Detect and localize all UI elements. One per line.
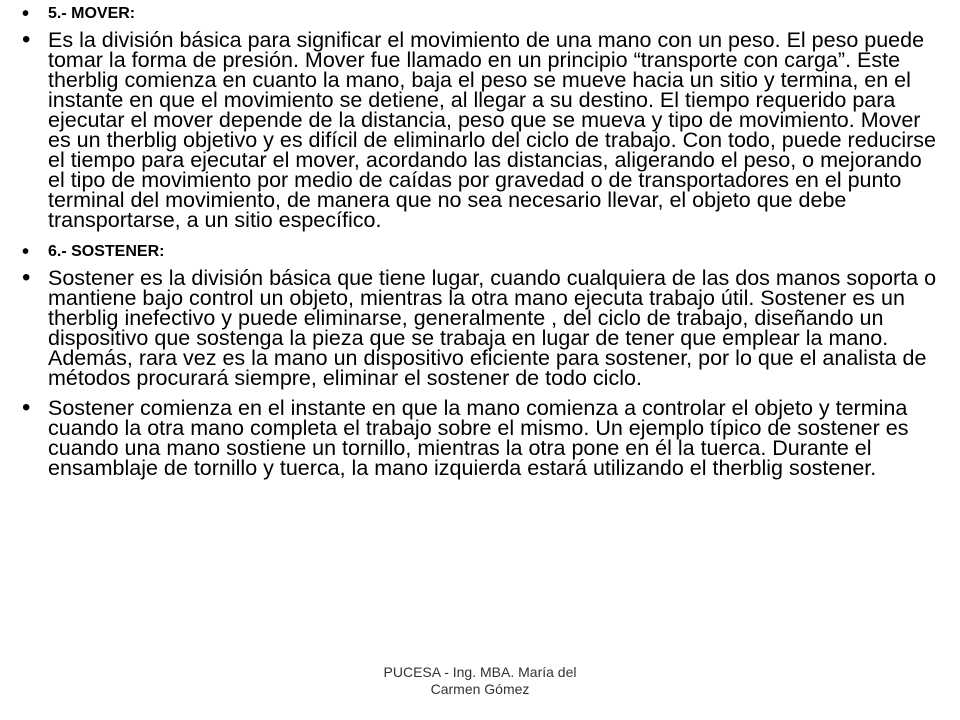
heading-text: 5.- MOVER: (48, 5, 136, 22)
bullet-icon: • (22, 26, 31, 53)
paragraph-sostener-definition (22, 264, 944, 390)
heading-text: 6.- SOSTENER: (48, 243, 165, 260)
bullet-icon: • (22, 3, 30, 25)
section-heading-mover (22, 4, 944, 24)
slide-footer (0, 664, 960, 698)
paragraph-text: Sostener comienza en el instante en que la mano comienza a controlar el objeto y termina cuando la otra mano completa el trabajo sobre el mismo. Un ejemplo típico de sostener es cuando una mano sostiene un tornillo, mientras la otra pone en él la tuerca. Durante el ensamblaje de tornillo y tuerca, la mano izquierda estará utilizando el therblig sostener. (48, 396, 909, 480)
footer-line-2: Carmen Gómez (430, 681, 530, 697)
bullet-icon: • (22, 241, 30, 263)
paragraph-sostener-example (22, 394, 944, 480)
footer-line-1: PUCESA - Ing. MBA. María del (383, 664, 577, 680)
bullet-icon: • (22, 264, 31, 291)
paragraph-text: Sostener es la división básica que tiene lugar, cuando cualquiera de las dos manos soporta o mantiene bajo control un objeto, mientras la otra mano ejecuta trabajo útil. Sostener es un therblig inefectivo y puede eliminarse, generalmente , del ciclo de trabajo, diseñando un dispositivo que sostenga la pieza que se trabaja en lugar de tener que emplear la mano. Además, rara vez es la mano un dispositivo eficiente para sostener, por lo que el analista de métodos procurará siempre, eliminar el sostener de todo ciclo. (48, 266, 937, 390)
bullet-list (22, 4, 944, 478)
paragraph-mover (22, 26, 944, 232)
bullet-icon: • (22, 394, 31, 421)
paragraph-text: Es la división básica para significar el movimiento de una mano con un peso. El peso puede tomar la forma de presión. Mover fue llamado en un principio “transporte con carga”. Este therblig comienza en cuanto la mano, baja el peso se mueve hacia un sitio y termina, en el instante en que el movimiento se detiene, al llegar a su destino. El tiempo requerido para ejecutar el mover depende de la distancia, peso que se mueva y tipo de movimiento. Mover es un therblig objetivo y es difícil de eliminarlo del ciclo de trabajo. Con todo, puede reducirse el tiempo para ejecutar el mover, acordando las distancias, aligerando el peso, o mejorando el tipo de movimiento por medio de caídas por gravedad o de transportadores en el punto terminal del movimiento, de manera que no sea necesario llevar, el objeto que debe transportarse, a un sitio específico. (48, 28, 936, 232)
section-heading-sostener (22, 242, 944, 262)
